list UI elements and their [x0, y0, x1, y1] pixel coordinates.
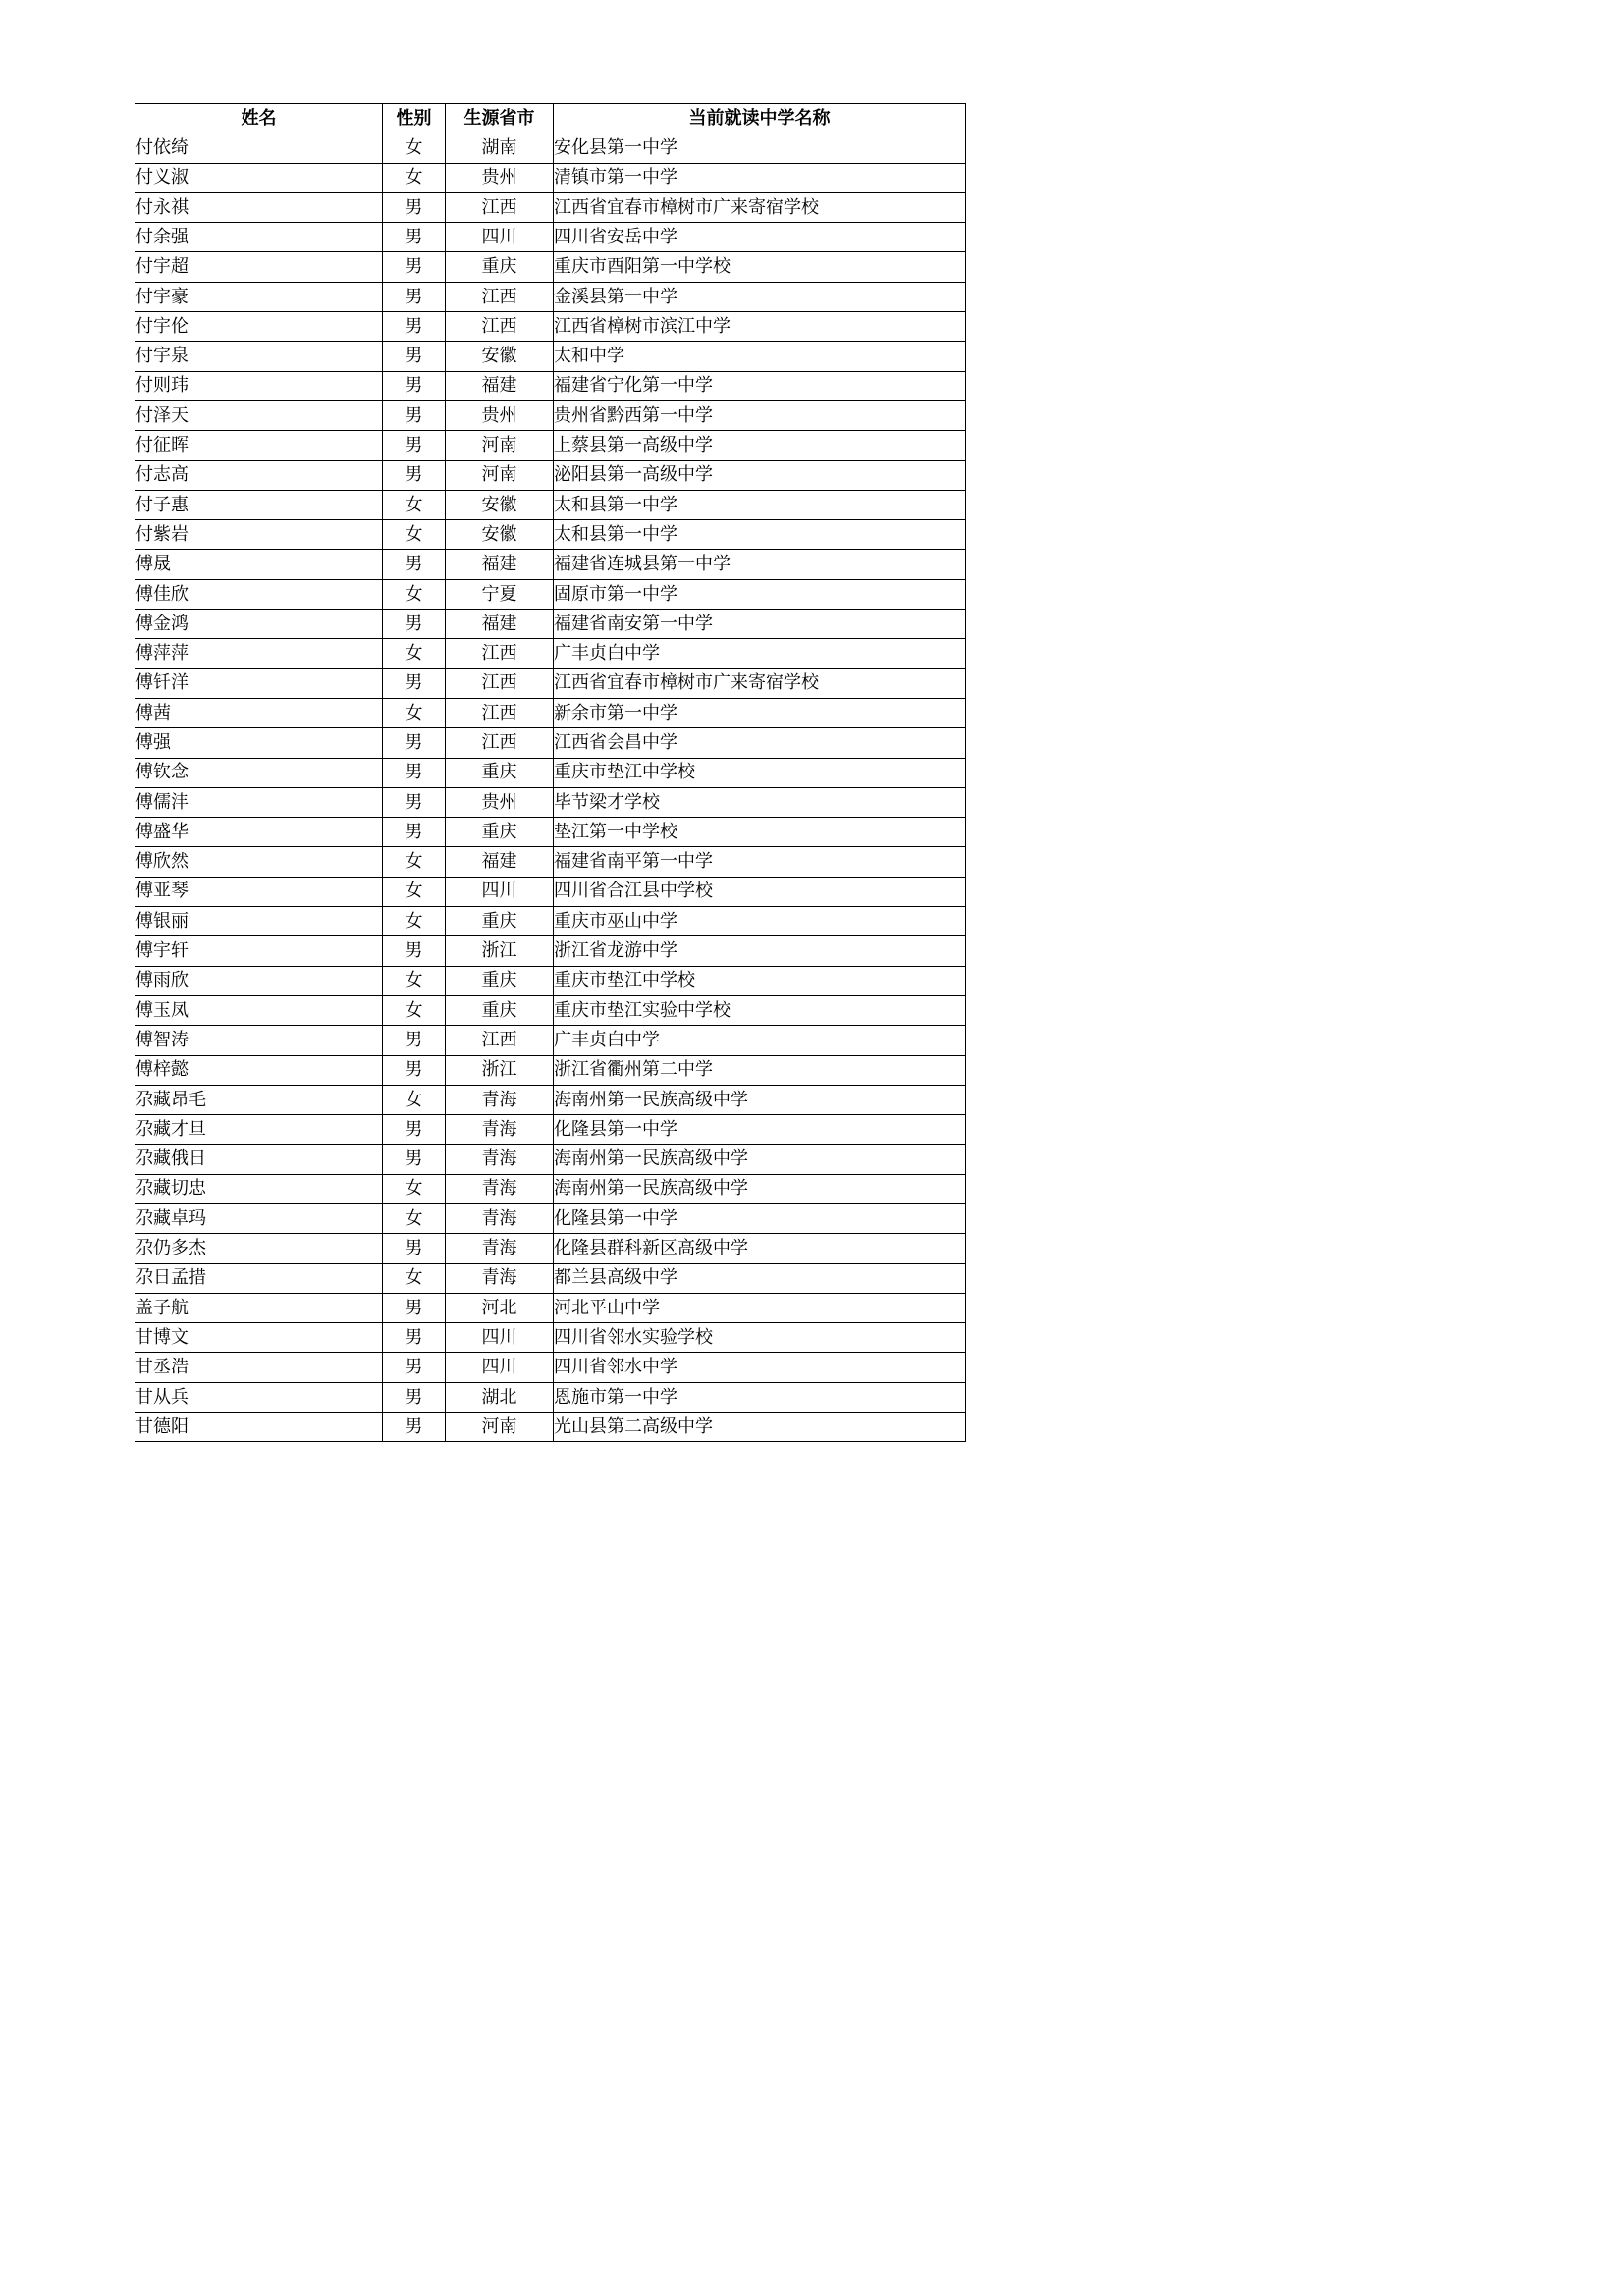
cell-school: 江西省会昌中学 — [554, 728, 966, 758]
cell-province: 四川 — [446, 877, 554, 906]
cell-gender: 男 — [383, 1234, 446, 1263]
column-header-school: 当前就读中学名称 — [554, 104, 966, 133]
cell-gender: 男 — [383, 550, 446, 579]
cell-name: 付永祺 — [135, 192, 383, 222]
table-row — [135, 1293, 966, 1322]
cell-gender: 女 — [383, 847, 446, 877]
cell-province: 江西 — [446, 282, 554, 311]
table-row — [135, 579, 966, 609]
cell-name: 盖子航 — [135, 1293, 383, 1322]
cell-gender: 男 — [383, 1115, 446, 1145]
table-row — [135, 1145, 966, 1174]
cell-province: 江西 — [446, 192, 554, 222]
table-row — [135, 847, 966, 877]
table-row — [135, 312, 966, 342]
cell-gender: 女 — [383, 877, 446, 906]
cell-school: 光山县第二高级中学 — [554, 1413, 966, 1442]
cell-name: 傅宇轩 — [135, 936, 383, 966]
cell-gender: 男 — [383, 431, 446, 460]
cell-school: 江西省宜春市樟树市广来寄宿学校 — [554, 668, 966, 698]
table-row — [135, 1263, 966, 1293]
cell-school: 浙江省龙游中学 — [554, 936, 966, 966]
cell-name: 付依绮 — [135, 133, 383, 163]
cell-gender: 男 — [383, 371, 446, 400]
cell-name: 尕日孟措 — [135, 1263, 383, 1293]
cell-gender: 男 — [383, 1293, 446, 1322]
cell-school: 福建省宁化第一中学 — [554, 371, 966, 400]
cell-name: 傅强 — [135, 728, 383, 758]
cell-name: 傅晟 — [135, 550, 383, 579]
table-row — [135, 787, 966, 817]
cell-gender: 男 — [383, 1026, 446, 1055]
cell-school: 垫江第一中学校 — [554, 818, 966, 847]
cell-province: 青海 — [446, 1203, 554, 1233]
cell-school: 河北平山中学 — [554, 1293, 966, 1322]
cell-gender: 女 — [383, 579, 446, 609]
cell-gender: 男 — [383, 1382, 446, 1412]
cell-name: 傅智涛 — [135, 1026, 383, 1055]
cell-name: 傅玉凤 — [135, 995, 383, 1025]
cell-gender: 男 — [383, 787, 446, 817]
student-roster-table-container — [135, 103, 966, 1442]
cell-province: 重庆 — [446, 252, 554, 282]
cell-province: 福建 — [446, 371, 554, 400]
cell-name: 傅钎洋 — [135, 668, 383, 698]
cell-name: 尕藏卓玛 — [135, 1203, 383, 1233]
cell-school: 四川省安岳中学 — [554, 223, 966, 252]
table-header-row — [135, 104, 966, 133]
cell-province: 江西 — [446, 1026, 554, 1055]
cell-province: 贵州 — [446, 163, 554, 192]
table-row — [135, 1413, 966, 1442]
cell-name: 甘从兵 — [135, 1382, 383, 1412]
cell-school: 毕节梁才学校 — [554, 787, 966, 817]
cell-gender: 女 — [383, 698, 446, 727]
table-row — [135, 371, 966, 400]
table-row — [135, 252, 966, 282]
cell-province: 河南 — [446, 431, 554, 460]
cell-province: 青海 — [446, 1263, 554, 1293]
cell-gender: 男 — [383, 1145, 446, 1174]
table-row — [135, 1115, 966, 1145]
table-row — [135, 818, 966, 847]
cell-school: 重庆市酉阳第一中学校 — [554, 252, 966, 282]
table-row — [135, 1174, 966, 1203]
cell-name: 付宇伦 — [135, 312, 383, 342]
cell-province: 河南 — [446, 1413, 554, 1442]
cell-gender: 女 — [383, 995, 446, 1025]
cell-school: 新余市第一中学 — [554, 698, 966, 727]
table-row — [135, 400, 966, 430]
cell-gender: 男 — [383, 192, 446, 222]
cell-gender: 女 — [383, 490, 446, 519]
cell-gender: 女 — [383, 1203, 446, 1233]
table-row — [135, 1234, 966, 1263]
cell-gender: 男 — [383, 342, 446, 371]
cell-province: 重庆 — [446, 966, 554, 995]
cell-name: 傅雨欣 — [135, 966, 383, 995]
cell-province: 湖北 — [446, 1382, 554, 1412]
cell-gender: 男 — [383, 610, 446, 639]
cell-gender: 男 — [383, 252, 446, 282]
cell-province: 湖南 — [446, 133, 554, 163]
table-row — [135, 907, 966, 936]
cell-school: 太和县第一中学 — [554, 490, 966, 519]
table-row — [135, 282, 966, 311]
cell-province: 青海 — [446, 1174, 554, 1203]
cell-school: 重庆市垫江中学校 — [554, 966, 966, 995]
cell-name: 付志高 — [135, 460, 383, 490]
cell-name: 傅儒沣 — [135, 787, 383, 817]
cell-province: 宁夏 — [446, 579, 554, 609]
cell-province: 安徽 — [446, 342, 554, 371]
cell-school: 重庆市垫江中学校 — [554, 758, 966, 787]
cell-gender: 男 — [383, 1413, 446, 1442]
cell-name: 付泽天 — [135, 400, 383, 430]
cell-province: 重庆 — [446, 818, 554, 847]
column-header-gender: 性别 — [383, 104, 446, 133]
cell-school: 江西省宜春市樟树市广来寄宿学校 — [554, 192, 966, 222]
table-row — [135, 133, 966, 163]
cell-name: 甘丞浩 — [135, 1353, 383, 1382]
column-header-province: 生源省市 — [446, 104, 554, 133]
cell-gender: 男 — [383, 400, 446, 430]
cell-school: 泌阳县第一高级中学 — [554, 460, 966, 490]
cell-gender: 女 — [383, 163, 446, 192]
cell-gender: 男 — [383, 312, 446, 342]
table-row — [135, 460, 966, 490]
cell-name: 傅欣然 — [135, 847, 383, 877]
cell-gender: 女 — [383, 966, 446, 995]
table-row — [135, 342, 966, 371]
table-row — [135, 758, 966, 787]
cell-school: 四川省邻水中学 — [554, 1353, 966, 1382]
cell-province: 江西 — [446, 312, 554, 342]
cell-name: 尕藏切忠 — [135, 1174, 383, 1203]
cell-province: 青海 — [446, 1145, 554, 1174]
cell-name: 付征晖 — [135, 431, 383, 460]
cell-school: 广丰贞白中学 — [554, 639, 966, 668]
cell-province: 江西 — [446, 639, 554, 668]
cell-school: 太和县第一中学 — [554, 520, 966, 550]
table-row — [135, 490, 966, 519]
cell-school: 重庆市垫江实验中学校 — [554, 995, 966, 1025]
cell-name: 尕藏俄日 — [135, 1145, 383, 1174]
cell-name: 付义淑 — [135, 163, 383, 192]
table-row — [135, 995, 966, 1025]
cell-province: 福建 — [446, 847, 554, 877]
cell-school: 贵州省黔西第一中学 — [554, 400, 966, 430]
cell-province: 浙江 — [446, 1055, 554, 1085]
cell-name: 付宇豪 — [135, 282, 383, 311]
cell-province: 江西 — [446, 698, 554, 727]
table-row — [135, 1203, 966, 1233]
table-row — [135, 223, 966, 252]
cell-province: 安徽 — [446, 490, 554, 519]
cell-school: 重庆市巫山中学 — [554, 907, 966, 936]
cell-province: 重庆 — [446, 995, 554, 1025]
cell-school: 四川省合江县中学校 — [554, 877, 966, 906]
cell-name: 尕藏才旦 — [135, 1115, 383, 1145]
cell-school: 福建省连城县第一中学 — [554, 550, 966, 579]
cell-province: 四川 — [446, 1323, 554, 1353]
cell-province: 四川 — [446, 223, 554, 252]
cell-gender: 女 — [383, 639, 446, 668]
table-row — [135, 966, 966, 995]
cell-school: 化隆县群科新区高级中学 — [554, 1234, 966, 1263]
table-row — [135, 550, 966, 579]
cell-gender: 男 — [383, 668, 446, 698]
cell-school: 海南州第一民族高级中学 — [554, 1145, 966, 1174]
cell-province: 浙江 — [446, 936, 554, 966]
cell-province: 河南 — [446, 460, 554, 490]
table-row — [135, 163, 966, 192]
cell-gender: 男 — [383, 460, 446, 490]
cell-school: 安化县第一中学 — [554, 133, 966, 163]
cell-school: 广丰贞白中学 — [554, 1026, 966, 1055]
cell-school: 化隆县第一中学 — [554, 1115, 966, 1145]
table-row — [135, 698, 966, 727]
cell-school: 金溪县第一中学 — [554, 282, 966, 311]
cell-name: 付宇泉 — [135, 342, 383, 371]
cell-school: 上蔡县第一高级中学 — [554, 431, 966, 460]
cell-province: 重庆 — [446, 758, 554, 787]
table-row — [135, 610, 966, 639]
table-row — [135, 1382, 966, 1412]
cell-name: 傅盛华 — [135, 818, 383, 847]
cell-gender: 男 — [383, 1323, 446, 1353]
cell-name: 傅茜 — [135, 698, 383, 727]
cell-gender: 女 — [383, 1085, 446, 1114]
cell-gender: 男 — [383, 1055, 446, 1085]
cell-province: 贵州 — [446, 400, 554, 430]
cell-gender: 女 — [383, 1174, 446, 1203]
table-row — [135, 668, 966, 698]
table-row — [135, 1055, 966, 1085]
cell-name: 傅佳欣 — [135, 579, 383, 609]
table-row — [135, 1085, 966, 1114]
cell-gender: 男 — [383, 936, 446, 966]
cell-gender: 男 — [383, 728, 446, 758]
cell-school: 太和中学 — [554, 342, 966, 371]
table-row — [135, 431, 966, 460]
cell-name: 甘博文 — [135, 1323, 383, 1353]
cell-gender: 男 — [383, 758, 446, 787]
cell-province: 福建 — [446, 550, 554, 579]
cell-school: 海南州第一民族高级中学 — [554, 1085, 966, 1114]
cell-province: 江西 — [446, 668, 554, 698]
cell-province: 青海 — [446, 1085, 554, 1114]
cell-gender: 女 — [383, 133, 446, 163]
cell-name: 尕藏昂毛 — [135, 1085, 383, 1114]
cell-name: 傅亚琴 — [135, 877, 383, 906]
table-row — [135, 936, 966, 966]
cell-gender: 男 — [383, 282, 446, 311]
table-row — [135, 877, 966, 906]
cell-gender: 男 — [383, 223, 446, 252]
cell-name: 傅萍萍 — [135, 639, 383, 668]
cell-province: 江西 — [446, 728, 554, 758]
cell-province: 安徽 — [446, 520, 554, 550]
student-roster-table — [135, 103, 966, 1442]
cell-gender: 女 — [383, 1263, 446, 1293]
cell-gender: 男 — [383, 818, 446, 847]
cell-school: 化隆县第一中学 — [554, 1203, 966, 1233]
cell-province: 贵州 — [446, 787, 554, 817]
cell-school: 海南州第一民族高级中学 — [554, 1174, 966, 1203]
cell-school: 固原市第一中学 — [554, 579, 966, 609]
cell-name: 付紫岩 — [135, 520, 383, 550]
table-row — [135, 1323, 966, 1353]
cell-name: 付余强 — [135, 223, 383, 252]
table-row — [135, 728, 966, 758]
cell-province: 四川 — [446, 1353, 554, 1382]
cell-name: 付宇超 — [135, 252, 383, 282]
cell-school: 福建省南安第一中学 — [554, 610, 966, 639]
table-body — [135, 133, 966, 1442]
cell-province: 福建 — [446, 610, 554, 639]
cell-school: 四川省邻水实验学校 — [554, 1323, 966, 1353]
cell-gender: 女 — [383, 520, 446, 550]
cell-name: 傅金鸿 — [135, 610, 383, 639]
cell-school: 浙江省衢州第二中学 — [554, 1055, 966, 1085]
cell-school: 清镇市第一中学 — [554, 163, 966, 192]
column-header-name: 姓名 — [135, 104, 383, 133]
table-row — [135, 1353, 966, 1382]
cell-province: 重庆 — [446, 907, 554, 936]
table-row — [135, 192, 966, 222]
cell-school: 都兰县高级中学 — [554, 1263, 966, 1293]
cell-gender: 女 — [383, 907, 446, 936]
cell-name: 傅钦念 — [135, 758, 383, 787]
cell-name: 付则玮 — [135, 371, 383, 400]
cell-gender: 男 — [383, 1353, 446, 1382]
cell-school: 江西省樟树市滨江中学 — [554, 312, 966, 342]
table-row — [135, 520, 966, 550]
table-row — [135, 639, 966, 668]
cell-name: 傅银丽 — [135, 907, 383, 936]
cell-name: 付子惠 — [135, 490, 383, 519]
cell-province: 青海 — [446, 1115, 554, 1145]
cell-school: 恩施市第一中学 — [554, 1382, 966, 1412]
cell-name: 尕仍多杰 — [135, 1234, 383, 1263]
cell-school: 福建省南平第一中学 — [554, 847, 966, 877]
cell-name: 甘德阳 — [135, 1413, 383, 1442]
table-row — [135, 1026, 966, 1055]
cell-name: 傅梓懿 — [135, 1055, 383, 1085]
cell-province: 青海 — [446, 1234, 554, 1263]
cell-province: 河北 — [446, 1293, 554, 1322]
